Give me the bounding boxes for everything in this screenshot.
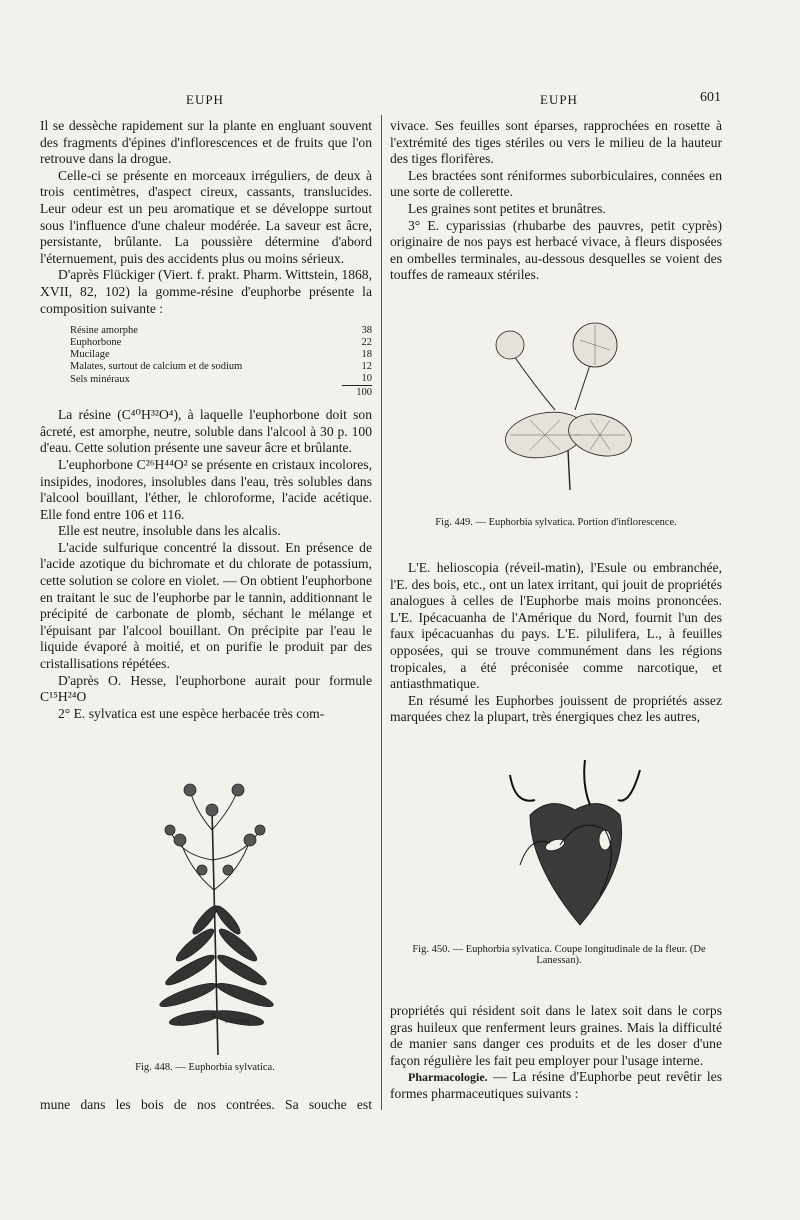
section-label: Pharmacologie. — [408, 1070, 488, 1085]
table-cell-label: Mucilage — [70, 349, 110, 361]
paragraph: Celle-ci se présente en morceaux irréguliers, de deux à trois centimètres, d'aspect cireux, cassants, translucides. Leur odeur est un peu aromatique et se développe surtout sous l'influence d'une chaleur modérée. La saveur est âcre, persistante, brûlante. La poussière détermine d'abord l'éternuement, puis des accidents plus ou moins sérieux. — [40, 167, 372, 266]
table-cell-value: 22 — [361, 337, 372, 349]
paragraph: En résumé les Euphorbes jouissent de propriétés assez marquées chez la plupart, très énergiques chez les autres, — [390, 692, 722, 725]
paragraph: L'euphorbone C²⁶H⁴⁴O² se présente en cristaux incolores, insipides, inodores, insolubles dans l'eau, très solubles dans l'alcool bouillant, l'éther, le chloroforme, l'acide acétique. Elle fond entre 106 et 116. — [40, 456, 372, 522]
inflorescence-illustration — [480, 310, 640, 500]
figure-449 — [480, 310, 640, 500]
table-cell-label: Malates, surtout de calcium et de sodium — [70, 361, 243, 373]
right-column-top — [390, 118, 722, 284]
paragraph: La résine (C⁴⁰H³²O⁴), à laquelle l'euphorbone doit son âcreté, est amorphe, neutre, soluble dans l'alcool à 30 p. 100 d'eau. Cette solution présente une saveur âcre et brûlante. — [40, 407, 372, 456]
table-cell-value: 12 — [361, 361, 372, 373]
page-number: 601 — [700, 90, 721, 105]
fig449-caption: Fig. 449. — Euphorbia sylvatica. Portion d'inflorescence. — [435, 517, 677, 528]
table-row — [70, 349, 372, 361]
table-cell-value: 18 — [361, 349, 372, 361]
paragraph: L'E. helioscopia (réveil-matin), l'Esule ou embranchée, l'E. des bois, etc., ont un latex irritant, qui jouit de propriétés analogues à celles de l'Euphorbe mais moins prononcées. L'E. Ipécacuanha de l'Amérique du Nord, fournit l'un des faux ipécacuanhas du pays. L'E. pilulifera, L., à feuilles opposées, qui se trouve communément dans les régions tropicales, a été préconisée comme narcotique, et antiasthmatique. — [390, 560, 722, 692]
paragraph: D'après O. Hesse, l'euphorbone aurait pour formule C¹⁵H²⁴O — [40, 672, 372, 705]
table-cell-label: Sels minéraux — [70, 373, 130, 385]
paragraph: propriétés qui résident soit dans le latex soit dans le corps gras huileux que renferment leurs graines. Mais la difficulté de manier sans danger ces produits et de les doser d'une façon régulière les fait peu employer pour l'usage interne. — [390, 1003, 722, 1068]
fig448-caption: Fig. 448. — Euphorbia sylvatica. — [135, 1062, 275, 1073]
left-column — [40, 118, 372, 722]
paragraph: 2° E. sylvatica est une espèce herbacée très com- — [58, 705, 325, 721]
engraver-signature: EVEGITH — [225, 1020, 251, 1025]
fig450-caption: Fig. 450. — Euphorbia sylvatica. Coupe longitudinale de la fleur. (De Lanessan). — [412, 944, 706, 966]
paragraph: L'acide sulfurique concentré la dissout. En présence de l'acide azotique du bichromate et du chlorate de potassium, cette solution se colore en violet. — On obtient l'euphorbone en traitant le suc de l'euphorbe par le tannin, additionnant le précipité de carbonate de plomb, séchant le mélange et l'épuisant par l'alcool bouillant. On précipite par l'eau le liquide évaporé à moitié, et on purifie le produit par des cristallisations répétées. — [40, 539, 372, 672]
flower-section-illustration — [490, 755, 660, 935]
table-cell-value: 10 — [361, 373, 372, 385]
table-row — [70, 361, 372, 373]
section-text: — La résine d'Euphorbe peut revêtir les formes pharmaceutiques suivants : — [390, 1069, 722, 1101]
paragraph: D'après Flückiger (Viert. f. prakt. Pharm. Wittstein, 1868, XVII, 82, 102) la gomme-résine d'euphorbe présente la composition suivante : — [40, 267, 372, 316]
paragraph: Il se dessèche rapidement sur la plante en engluant souvent des fragments d'épines d'inflorescences et de fruits que l'on retrouve dans la drogue. — [40, 118, 372, 167]
running-head-left: EUPH — [186, 92, 224, 107]
table-row — [70, 325, 372, 337]
right-column-bottom — [390, 1003, 722, 1103]
composition-table — [70, 325, 372, 399]
column-divider — [381, 115, 382, 1110]
paragraph: Les graines sont petites et brunâtres. — [408, 200, 606, 216]
left-bottom-line: mune dans les bois de nos contrées. Sa souche est — [40, 1097, 372, 1112]
table-cell-value: 38 — [361, 325, 372, 337]
running-head-right: EUPH — [540, 92, 578, 107]
right-column-middle — [390, 560, 722, 726]
table-cell-label: Euphorbone — [70, 337, 122, 349]
table-total-row — [70, 386, 372, 400]
figure-450 — [490, 755, 660, 935]
paragraph — [390, 1069, 722, 1102]
paragraph: 3° E. cyparissias (rhubarbe des pauvres, petit cyprès) originaire de nos pays est herbacé vivace, à fleurs disposées en ombelles terminales, au-dessous desquelles se voient des touffes de rameaux stériles. — [390, 217, 722, 283]
figure-448 — [150, 770, 280, 1060]
table-row — [70, 373, 372, 386]
paragraph: Elle est neutre, insoluble dans les alcalis. — [58, 523, 281, 539]
table-total: 100 — [342, 386, 372, 400]
paragraph: vivace. Ses feuilles sont éparses, rapprochées en rosette à l'extrémité des tiges stériles ou vers le milieu de la hauteur des tiges florifères. — [390, 118, 722, 167]
euphorbia-plant-illustration — [150, 770, 280, 1060]
table-cell-label: Résine amorphe — [70, 325, 138, 337]
table-row — [70, 337, 372, 349]
paragraph: Les bractées sont réniformes suborbiculaires, connées en une sorte de collerette. — [390, 167, 722, 200]
